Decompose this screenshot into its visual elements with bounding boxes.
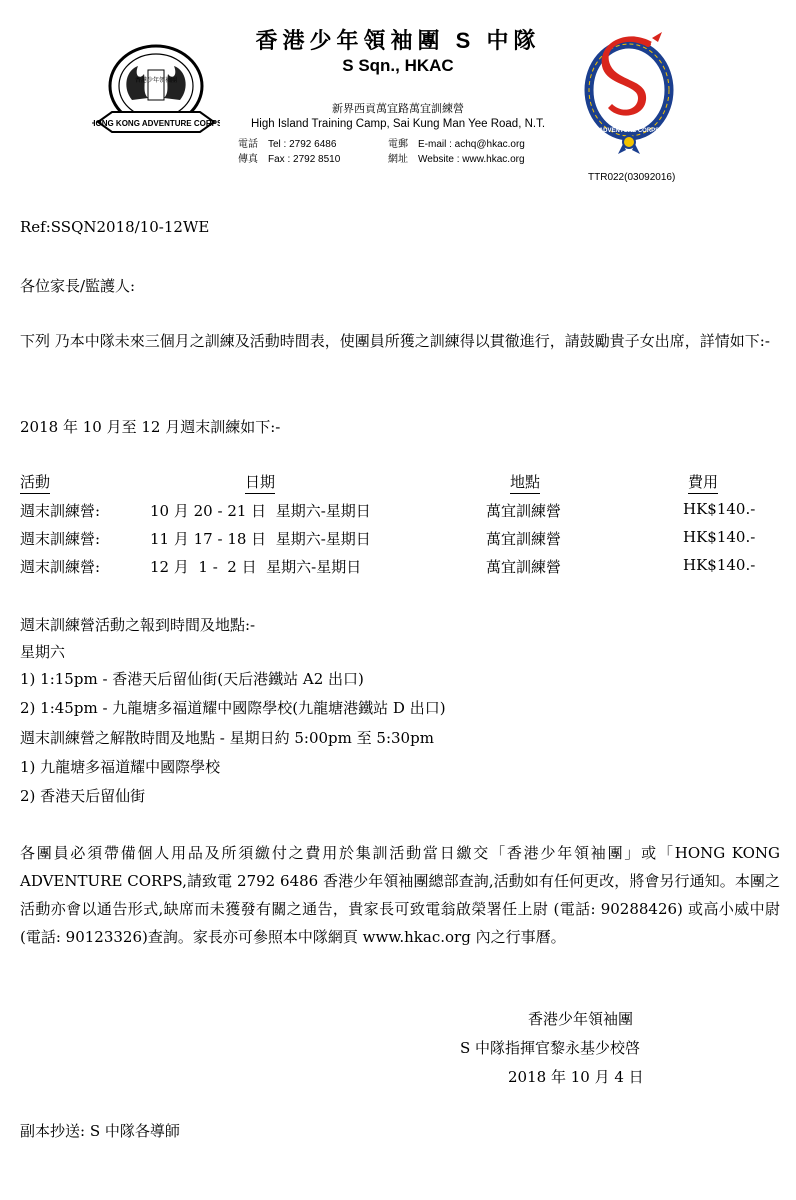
contact-left (238, 137, 340, 167)
salutation: 各位家長/監護人: (20, 277, 136, 295)
cc-line: 副本抄送: S 中隊各導師 (20, 1122, 180, 1140)
contact-right (388, 137, 525, 167)
row-activity: 週末訓練營: (20, 558, 101, 576)
hkac-crest-logo (582, 24, 676, 156)
web-value: Website : www.hkac.org (418, 154, 525, 165)
logo-ribbon-text: HONG KONG ADVENTURE CORPS (92, 119, 220, 128)
web-label: 網址 (388, 154, 408, 165)
tel-label: 電話 (238, 139, 258, 150)
dismiss-heading: 週末訓練營之解散時間及地點 - 星期日約 5:00pm 至 5:30pm (20, 729, 434, 747)
address-en: High Island Training Camp, Sai Kung Man Yee Road, N.T. (250, 118, 546, 130)
crest-ring-text: ADVENTURE CORPS (598, 128, 660, 134)
row-place: 萬宜訓練營 (486, 502, 562, 520)
table-row (20, 556, 780, 584)
tel-value: Tel : 2792 6486 (268, 139, 337, 150)
row-activity: 週末訓練營: (20, 530, 101, 548)
document-code: TTR022(03092016) (588, 172, 676, 183)
row-place: 萬宜訓練營 (486, 530, 562, 548)
dismiss-item: 1) 九龍塘多福道耀中國際學校 (20, 758, 221, 776)
signature-org: 香港少年領袖團 (528, 1010, 634, 1028)
logo-center-text: 香港少年領袖團 (134, 77, 178, 84)
fax-value: Fax : 2792 8510 (268, 154, 341, 165)
signature-date: 2018 年 10 月 4 日 (508, 1068, 644, 1086)
row-fee: HK$140.- (683, 500, 756, 518)
intro-paragraph: 下列 乃本中隊未來三個月之訓練及活動時間表，使團員所獲之訓練得以貫徹進行，請鼓勵貴子女出席，詳情如下:- (20, 332, 770, 350)
address-zh: 新界西貢萬宜路萬宜訓練營 (332, 103, 464, 115)
email-value: E-mail : achq@hkac.org (418, 139, 525, 150)
col-header-place: 地點 (510, 473, 541, 491)
row-fee: HK$140.- (683, 556, 756, 574)
row-date: 10 月 20 - 21 日 星期六-星期日 (150, 502, 371, 520)
report-item: 2) 1:45pm - 九龍塘多福道耀中國際學校(九龍塘港鐵站 D 出口) (20, 699, 446, 717)
header-title-zh: 香港少年領袖團 S 中隊 (255, 28, 541, 53)
reference-number: Ref:SSQN2018/10-12WE (20, 218, 210, 236)
col-header-activity: 活動 (20, 473, 51, 491)
row-date: 11 月 17 - 18 日 星期六-星期日 (150, 530, 371, 548)
dismiss-item: 2) 香港天后留仙街 (20, 787, 146, 805)
header-title-en: S Sqn., HKAC (342, 56, 454, 75)
row-activity: 週末訓練營: (20, 502, 101, 520)
table-row (20, 528, 780, 556)
col-header-date: 日期 (245, 473, 276, 491)
row-fee: HK$140.- (683, 528, 756, 546)
signature-officer: S 中隊指揮官黎永基少校啓 (460, 1039, 641, 1057)
report-heading: 週末訓練營活動之報到時間及地點:- (20, 616, 256, 634)
schedule-heading: 2018 年 10 月至 12 月週末訓練如下:- (20, 418, 281, 436)
fax-label: 傳真 (238, 154, 258, 165)
row-place: 萬宜訓練營 (486, 558, 562, 576)
email-label: 電郵 (388, 139, 408, 150)
row-date: 12 月 1 - 2 日 星期六-星期日 (150, 558, 362, 576)
report-day: 星期六 (20, 643, 66, 661)
report-item: 1) 1:15pm - 香港天后留仙街(天后港鐵站 A2 出口) (20, 670, 364, 688)
col-header-fee: 費用 (688, 473, 719, 491)
notice-paragraph: 各團員必須帶備個人用品及所須繳付之費用於集訓活動當日繳交「香港少年領袖團」或「HONG KONG ADVENTURE CORPS,請致電 2792 6486 香港少年領袖團總部查詢,活動如有任何更改，將會另行通知。本團之活動亦會以通告形式,缺席而未獲發有關之通告，貴家長可致電翁啟榮署任上尉 (電話: 90288426) 或高小威中尉 (電話: 90123326)查詢。家長亦可參照本中隊網頁 www.hkac.org 內之行事曆。 (20, 844, 780, 946)
table-row (20, 500, 780, 528)
